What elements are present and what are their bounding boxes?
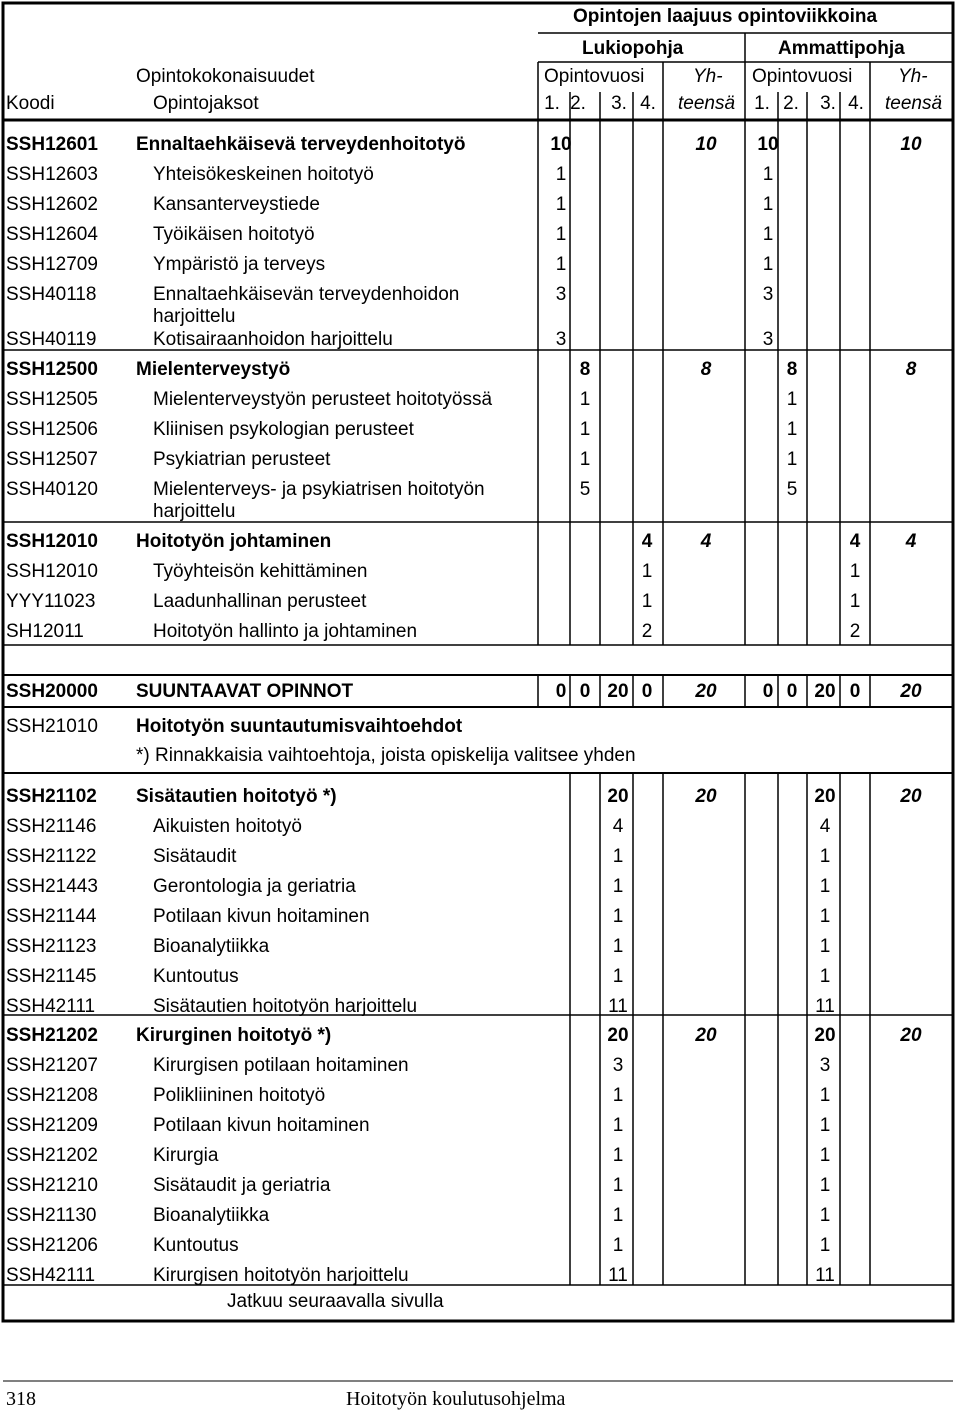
table-row-value: 10 — [900, 134, 922, 155]
table-row-value: 1 — [555, 164, 567, 185]
table-row-value: 2 — [641, 621, 653, 642]
table-row-code: SSH12603 — [6, 164, 98, 185]
header-teensa-lukio: teensä — [678, 93, 736, 114]
table-row-value: 3 — [762, 329, 774, 350]
sisatautien-row-name: Sisätaudit — [153, 846, 237, 867]
table-row-value: 8 — [905, 359, 917, 380]
table-row-value: 4 — [849, 531, 861, 552]
kirurginen-row-name: Polikliininen hoitotyö — [153, 1085, 326, 1106]
sisatautien-row-value: 1 — [612, 846, 624, 867]
table-row-value: 1 — [641, 591, 653, 612]
table-row-name: Kotisairaanhoidon harjoittelu — [153, 329, 393, 350]
sisatautien-row-name: Aikuisten hoitotyö — [153, 816, 302, 837]
table-row-value: 1 — [762, 194, 774, 215]
suuntaavat-value: 0 — [786, 681, 798, 702]
table-row-value: 1 — [786, 449, 798, 470]
table-row-value: 10 — [757, 134, 779, 155]
sisatautien-row-code: SSH21122 — [6, 846, 97, 867]
table-row-value: 1 — [762, 254, 774, 275]
sisatautien-row-value: 1 — [612, 966, 624, 987]
table-row-value: 1 — [579, 419, 591, 440]
table-row-code: SSH12507 — [6, 449, 98, 470]
table-row-name: Mielenterveystyö — [136, 359, 291, 380]
table-row-name: Ennaltaehkäisevän terveydenhoidon — [153, 284, 460, 305]
table-row-value: 1 — [579, 449, 591, 470]
sisatautien-row-name: Sisätautien hoitotyön harjoittelu — [153, 996, 418, 1017]
kirurginen-row-value: 20 — [900, 1025, 922, 1046]
continues-note: Jatkuu seuraavalla sivulla — [227, 1291, 444, 1312]
sisatautien-row-value: 1 — [819, 906, 831, 927]
kirurginen-row-name: Potilaan kivun hoitaminen — [153, 1115, 370, 1136]
sisatautien-row-name: Bioanalytiikka — [153, 936, 270, 957]
table-row-value: 1 — [555, 254, 567, 275]
suuntaavat-value: 0 — [849, 681, 861, 702]
table-row-value: 1 — [786, 419, 798, 440]
sisatautien-row-code: SSH21123 — [6, 936, 97, 957]
table-row-value: 1 — [555, 224, 567, 245]
footer-page-number: 318 — [6, 1388, 36, 1410]
kirurginen-row-name: Kirurginen hoitotyö *) — [136, 1025, 332, 1046]
kirurginen-row-name: Sisätaudit ja geriatria — [153, 1175, 331, 1196]
table-row-value: 5 — [786, 479, 798, 500]
kirurginen-row-value: 20 — [814, 1025, 836, 1046]
table-row-code: YYY11023 — [6, 591, 96, 612]
suuntaavat-code: SSH20000 — [6, 681, 98, 702]
suuntaavat-name: SUUNTAAVAT OPINNOT — [136, 681, 354, 702]
kirurginen-row-value: 1 — [819, 1175, 831, 1196]
header-year-label: 4. — [848, 93, 864, 114]
sisatautien-row-value: 1 — [819, 846, 831, 867]
footer-title: Hoitotyön koulutusohjelma — [346, 1388, 566, 1410]
table-row-code: SSH12709 — [6, 254, 98, 275]
kirurginen-row-code: SSH21209 — [6, 1115, 98, 1136]
kirurginen-row-value: 11 — [815, 1265, 835, 1286]
table-row-name: Laadunhallinan perusteet — [153, 591, 367, 612]
sisatautien-row-code: SSH42111 — [6, 996, 96, 1017]
kirurginen-row-value: 1 — [819, 1115, 831, 1136]
suunta-intro-note: *) Rinnakkaisia vaihtoehtoja, joista opiskelija valitsee yhden — [136, 745, 636, 766]
header-year-label: 3. — [611, 93, 627, 114]
kirurginen-row-value: 1 — [612, 1235, 624, 1256]
header-jaksot: Opintojaksot — [153, 93, 259, 114]
suunta-intro-name: Hoitotyön suuntautumisvaihtoehdot — [136, 716, 463, 737]
kirurginen-row-value: 1 — [612, 1085, 624, 1106]
kirurginen-row-value: 1 — [819, 1145, 831, 1166]
table-row-name: Työikäisen hoitotyö — [153, 224, 315, 245]
table-row-value: 1 — [555, 194, 567, 215]
table-row-value: 10 — [695, 134, 717, 155]
table-row-name-cont: harjoittelu — [153, 501, 236, 522]
table-row-code: SSH40120 — [6, 479, 98, 500]
table-row-code: SSH12602 — [6, 194, 98, 215]
table-row-value: 8 — [786, 359, 798, 380]
suuntaavat-value: 0 — [762, 681, 774, 702]
sisatautien-row-name: Gerontologia ja geriatria — [153, 876, 356, 897]
table-row-value: 2 — [849, 621, 861, 642]
kirurginen-row-value: 3 — [612, 1055, 624, 1076]
table-row-value: 1 — [786, 389, 798, 410]
sisatautien-row-value: 1 — [819, 876, 831, 897]
table-row-name: Psykiatrian perusteet — [153, 449, 331, 470]
header-year-label: 2. — [570, 93, 586, 114]
suuntaavat-value: 20 — [607, 681, 629, 702]
table-row-value: 1 — [762, 224, 774, 245]
header-kokonaisuudet: Opintokokonaisuudet — [136, 66, 315, 87]
sisatautien-row-code: SSH21145 — [6, 966, 97, 987]
sisatautien-row-code: SSH21144 — [6, 906, 97, 927]
kirurginen-row-value: 1 — [612, 1175, 624, 1196]
kirurginen-row-value: 11 — [608, 1265, 628, 1286]
header-vuosi-lukio: Opintovuosi — [544, 66, 645, 87]
sisatautien-row-value: 1 — [819, 936, 831, 957]
sisatautien-row-value: 20 — [900, 786, 922, 807]
table-row-value: 5 — [579, 479, 591, 500]
table-row-value: 8 — [700, 359, 712, 380]
table-row-code: SSH12010 — [6, 531, 98, 552]
header-yh-ammatti: Yh- — [898, 66, 928, 87]
sisatautien-row-value: 20 — [607, 786, 629, 807]
table-row-value: 1 — [849, 591, 861, 612]
table-row-name: Mielenterveystyön perusteet hoitotyössä — [153, 389, 493, 410]
table-row-value: 3 — [762, 284, 774, 305]
table-row-code: SSH12505 — [6, 389, 98, 410]
header-ammattipohja: Ammattipohja — [778, 38, 905, 59]
kirurginen-row-value: 1 — [612, 1115, 624, 1136]
table-row-code: SSH12601 — [6, 134, 98, 155]
table-row-code: SSH12506 — [6, 419, 98, 440]
header-title: Opintojen laajuus opintoviikkoina — [573, 6, 878, 27]
suunta-intro-code: SSH21010 — [6, 716, 98, 737]
kirurginen-row-code: SSH21210 — [6, 1175, 98, 1196]
table-row-value: 4 — [700, 531, 712, 552]
sisatautien-row-code: SSH21102 — [6, 786, 97, 807]
kirurginen-row-name: Kuntoutus — [153, 1235, 239, 1256]
kirurginen-row-code: SSH21202 — [6, 1145, 98, 1166]
suuntaavat-value: 0 — [579, 681, 591, 702]
table-row-code: SSH40119 — [6, 329, 97, 350]
table-row-value: 8 — [579, 359, 591, 380]
kirurginen-row-code: SSH21202 — [6, 1025, 98, 1046]
table-row-name: Ympäristö ja terveys — [153, 254, 326, 275]
table-row-name: Mielenterveys- ja psykiatrisen hoitotyön — [153, 479, 485, 500]
table-row-value: 3 — [555, 329, 567, 350]
sisatautien-row-value: 1 — [819, 966, 831, 987]
table-row-value: 1 — [579, 389, 591, 410]
kirurginen-row-name: Kirurgia — [153, 1145, 219, 1166]
header-year-label: 1. — [544, 93, 560, 114]
kirurginen-row-code: SSH42111 — [6, 1265, 96, 1286]
suuntaavat-value: 0 — [641, 681, 653, 702]
sisatautien-row-code: SSH21443 — [6, 876, 98, 897]
kirurginen-row-code: SSH21130 — [6, 1205, 97, 1226]
table-row-value: 4 — [905, 531, 917, 552]
sisatautien-row-value: 1 — [612, 876, 624, 897]
kirurginen-row-code: SSH21206 — [6, 1235, 98, 1256]
header-year-label: 1. — [754, 93, 770, 114]
kirurginen-row-code: SSH21207 — [6, 1055, 98, 1076]
table-row-code: SSH12010 — [6, 561, 98, 582]
sisatautien-row-code: SSH21146 — [6, 816, 97, 837]
kirurginen-row-value: 1 — [612, 1205, 624, 1226]
sisatautien-row-value: 1 — [612, 906, 624, 927]
kirurginen-row-name: Bioanalytiikka — [153, 1205, 270, 1226]
sisatautien-row-name: Kuntoutus — [153, 966, 239, 987]
table-row-name-cont: harjoittelu — [153, 306, 236, 327]
kirurginen-row-value: 1 — [612, 1145, 624, 1166]
table-row-name: Hoitotyön johtaminen — [136, 531, 332, 552]
header-year-label: 4. — [640, 93, 656, 114]
header-teensa-ammatti: teensä — [885, 93, 943, 114]
table-row-name: Kliinisen psykologian perusteet — [153, 419, 414, 440]
sisatautien-row-value: 4 — [612, 816, 624, 837]
table-row-code: SSH40118 — [6, 284, 97, 305]
table-row-value: 1 — [762, 164, 774, 185]
kirurginen-row-value: 3 — [819, 1055, 831, 1076]
table-row-name: Hoitotyön hallinto ja johtaminen — [153, 621, 418, 642]
suuntaavat-value: 20 — [814, 681, 836, 702]
table-row-name: Kansanterveystiede — [153, 194, 320, 215]
table-row-value: 4 — [641, 531, 653, 552]
sisatautien-row-value: 1 — [612, 936, 624, 957]
table-row-name: Työyhteisön kehittäminen — [153, 561, 368, 582]
kirurginen-row-value: 1 — [819, 1235, 831, 1256]
kirurginen-row-code: SSH21208 — [6, 1085, 98, 1106]
header-year-label: 3. — [820, 93, 836, 114]
header-yh-lukio: Yh- — [693, 66, 723, 87]
table-row-code: SSH12500 — [6, 359, 98, 380]
sisatautien-row-value: 20 — [695, 786, 717, 807]
header-lukiopohja: Lukiopohja — [582, 38, 684, 59]
suuntaavat-value: 20 — [695, 681, 717, 702]
kirurginen-row-value: 1 — [819, 1205, 831, 1226]
table-row-value: 1 — [849, 561, 861, 582]
table-row-value: 1 — [641, 561, 653, 582]
sisatautien-row-value: 11 — [608, 996, 628, 1017]
suuntaavat-value: 20 — [900, 681, 922, 702]
table-row-code: SSH12604 — [6, 224, 98, 245]
kirurginen-row-name: Kirurgisen potilaan hoitaminen — [153, 1055, 409, 1076]
suuntaavat-value: 0 — [555, 681, 567, 702]
kirurginen-row-value: 20 — [695, 1025, 717, 1046]
kirurginen-row-value: 1 — [819, 1085, 831, 1106]
header-koodi: Koodi — [6, 93, 55, 114]
header-vuosi-ammatti: Opintovuosi — [752, 66, 853, 87]
sisatautien-row-value: 20 — [814, 786, 836, 807]
table-row-code: SH12011 — [6, 621, 84, 642]
sisatautien-row-name: Potilaan kivun hoitaminen — [153, 906, 370, 927]
sisatautien-row-name: Sisätautien hoitotyö *) — [136, 786, 337, 807]
table-row-value: 3 — [555, 284, 567, 305]
sisatautien-row-value: 4 — [819, 816, 831, 837]
table-row-name: Yhteisökeskeinen hoitotyö — [153, 164, 374, 185]
table-row-value: 10 — [550, 134, 572, 155]
kirurginen-row-name: Kirurgisen hoitotyön harjoittelu — [153, 1265, 409, 1286]
sisatautien-row-value: 11 — [815, 996, 835, 1017]
kirurginen-row-value: 20 — [607, 1025, 629, 1046]
header-year-label: 2. — [783, 93, 799, 114]
table-row-name: Ennaltaehkäisevä terveydenhoitotyö — [136, 134, 466, 155]
